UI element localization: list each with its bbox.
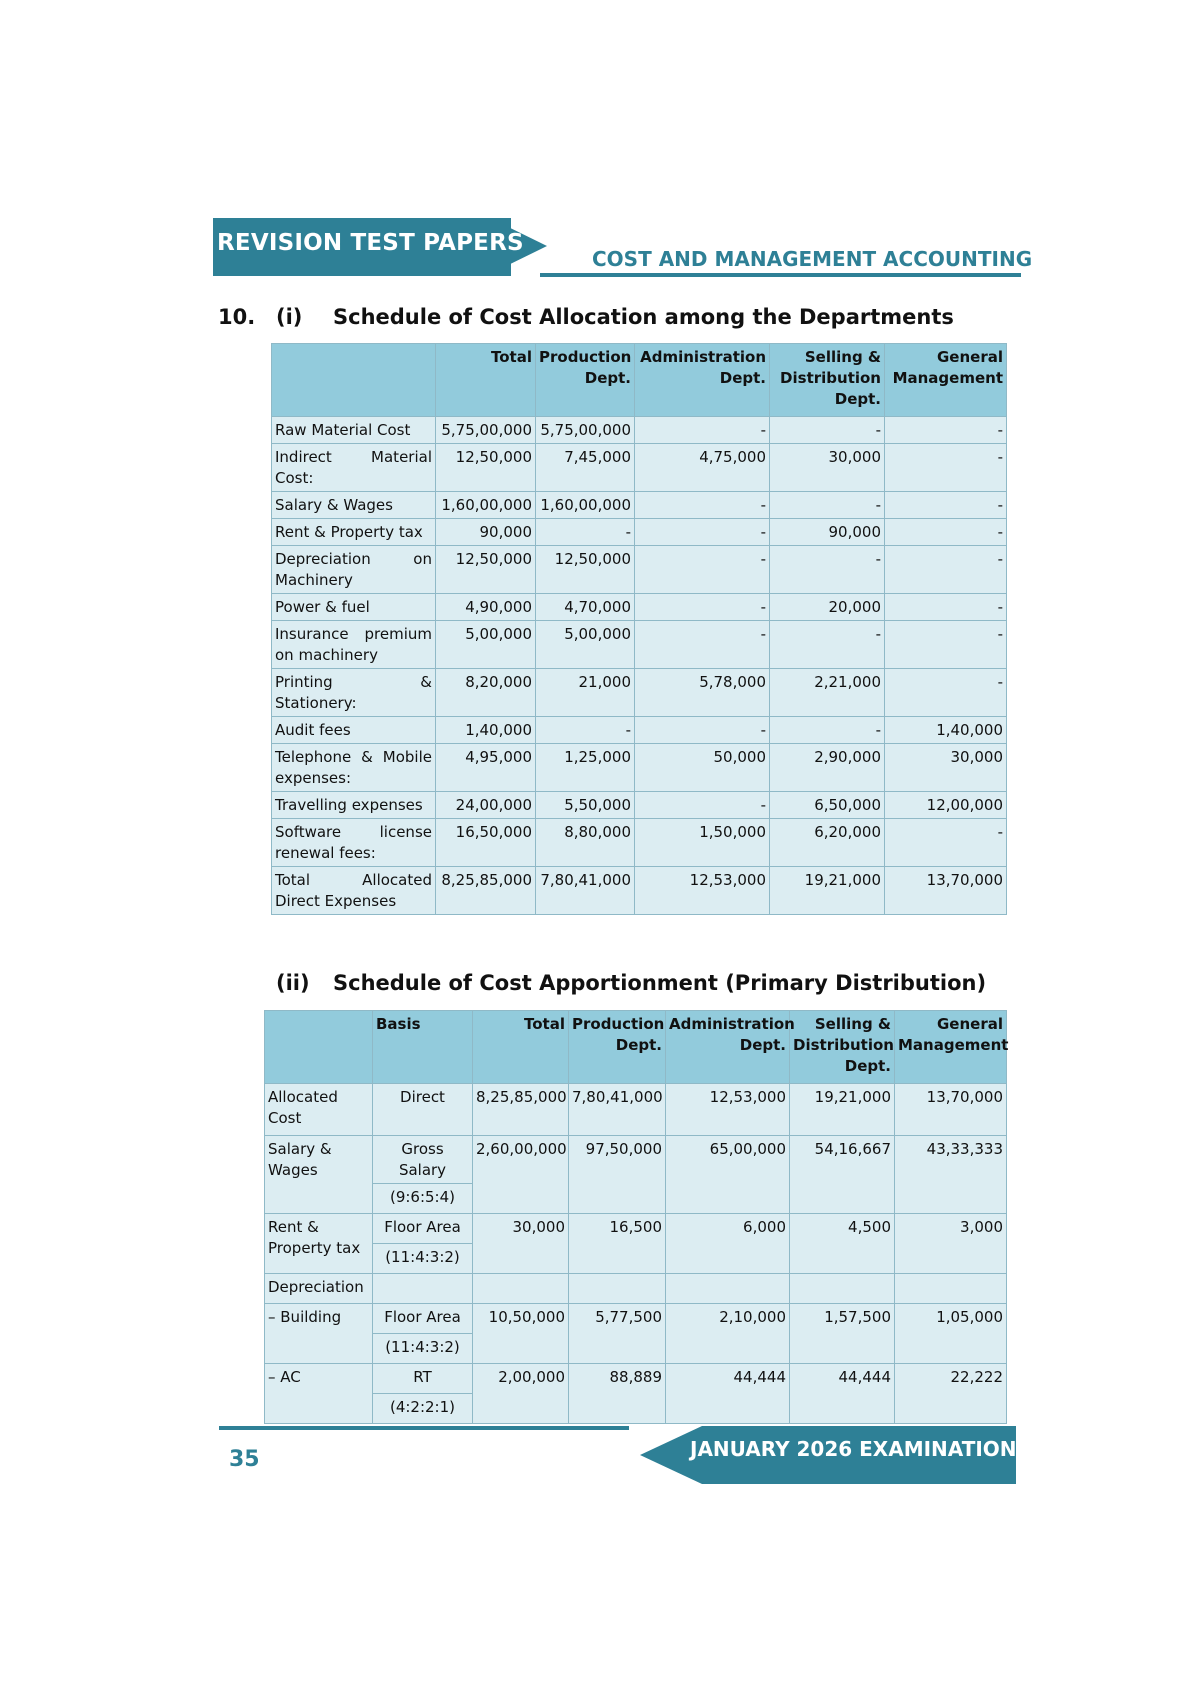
part-label-i: (i): [276, 305, 303, 329]
row-general-management: 13,70,000: [895, 1084, 1007, 1136]
footer-exam-title: JANUARY 2026 EXAMINATION: [690, 1437, 1017, 1461]
row-total: 2,00,000: [473, 1364, 569, 1424]
row-production: 16,500: [569, 1214, 666, 1274]
row-administration: -: [635, 417, 770, 444]
row-basis: Floor Area: [373, 1214, 473, 1244]
row-production: 5,00,000: [536, 621, 635, 669]
row-item: Software license renewal fees:: [272, 819, 436, 867]
apportionment-table: [264, 1010, 1007, 1424]
row-administration: -: [635, 594, 770, 621]
header-administration: Administration Dept.: [635, 344, 770, 417]
row-production: [569, 1274, 666, 1304]
question-number: 10.: [218, 305, 256, 329]
row-general-management: -: [885, 594, 1007, 621]
row-production: -: [536, 519, 635, 546]
row-item: Allocated Cost: [265, 1084, 373, 1136]
table-row: [272, 546, 1007, 594]
row-production: 8,80,000: [536, 819, 635, 867]
row-total: 1,40,000: [436, 717, 536, 744]
table-row: [272, 519, 1007, 546]
row-total: [473, 1274, 569, 1304]
row-administration: 2,10,000: [666, 1304, 790, 1364]
row-general-management: -: [885, 492, 1007, 519]
row-item: – AC: [265, 1364, 373, 1424]
row-selling: 2,90,000: [770, 744, 885, 792]
header-total: Total: [436, 344, 536, 417]
row-total: 5,75,00,000: [436, 417, 536, 444]
table-row: [272, 417, 1007, 444]
row-basis: Floor Area: [373, 1304, 473, 1334]
row-production: -: [536, 717, 635, 744]
row-item: Depreciation on Machinery: [272, 546, 436, 594]
row-production: 1,25,000: [536, 744, 635, 792]
row-production: 5,50,000: [536, 792, 635, 819]
row-selling: 20,000: [770, 594, 885, 621]
row-production: 21,000: [536, 669, 635, 717]
row-general-management: 12,00,000: [885, 792, 1007, 819]
row-item: Rent & Property tax: [265, 1214, 373, 1274]
row-item: Salary & Wages: [265, 1136, 373, 1214]
apportionment-title: Schedule of Cost Apportionment (Primary Distribution): [333, 971, 987, 995]
table-row: [272, 594, 1007, 621]
table-row: [272, 444, 1007, 492]
table-row: [265, 1274, 1007, 1304]
row-item: Raw Material Cost: [272, 417, 436, 444]
table-row: [272, 792, 1007, 819]
allocation-header-row: [272, 344, 1007, 417]
row-general-management: -: [885, 519, 1007, 546]
row-general-management: 13,70,000: [885, 867, 1007, 915]
row-administration: -: [635, 546, 770, 594]
table-row: [272, 621, 1007, 669]
row-total: 12,50,000: [436, 546, 536, 594]
header-production: Production Dept.: [536, 344, 635, 417]
allocation-table: [271, 343, 1007, 915]
row-selling: 2,21,000: [770, 669, 885, 717]
row-ratio: (11:4:3:2): [373, 1334, 473, 1364]
row-basis: RT: [373, 1364, 473, 1394]
header-subject: COST AND MANAGEMENT ACCOUNTING: [592, 247, 1033, 271]
header-rule: [540, 273, 1021, 277]
row-item: Printing & Stationery:: [272, 669, 436, 717]
row-administration: 6,000: [666, 1214, 790, 1274]
row-general-management: -: [885, 669, 1007, 717]
row-ratio: (9:6:5:4): [373, 1184, 473, 1214]
page-number: 35: [229, 1447, 260, 1472]
row-selling: 19,21,000: [770, 867, 885, 915]
row-selling: -: [770, 417, 885, 444]
apportionment-header-row: [265, 1011, 1007, 1084]
row-selling: 19,21,000: [790, 1084, 895, 1136]
row-item: Total Allocated Direct Expenses: [272, 867, 436, 915]
table-row: [272, 819, 1007, 867]
table-row: [272, 717, 1007, 744]
row-total: 24,00,000: [436, 792, 536, 819]
row-item: Travelling expenses: [272, 792, 436, 819]
row-production: 97,50,000: [569, 1136, 666, 1214]
row-administration: 12,53,000: [666, 1084, 790, 1136]
row-administration: 44,444: [666, 1364, 790, 1424]
row-total: 4,90,000: [436, 594, 536, 621]
header-general-management: General Management: [885, 344, 1007, 417]
row-administration: 1,50,000: [635, 819, 770, 867]
header-banner-title: REVISION TEST PAPERS: [217, 230, 524, 256]
row-selling: -: [770, 717, 885, 744]
row-production: 1,60,00,000: [536, 492, 635, 519]
table-row: [272, 492, 1007, 519]
table-row: [265, 1136, 1007, 1184]
row-production: 12,50,000: [536, 546, 635, 594]
row-total: 2,60,00,000: [473, 1136, 569, 1214]
row-production: 5,77,500: [569, 1304, 666, 1364]
table-row: [272, 669, 1007, 717]
row-basis: [373, 1274, 473, 1304]
row-production: 5,75,00,000: [536, 417, 635, 444]
header-general-management: General Management: [895, 1011, 1007, 1084]
row-total: 30,000: [473, 1214, 569, 1274]
allocation-title: Schedule of Cost Allocation among the Departments: [333, 305, 954, 329]
row-selling: 90,000: [770, 519, 885, 546]
row-production: 88,889: [569, 1364, 666, 1424]
header-selling: Selling & Distribution Dept.: [770, 344, 885, 417]
row-selling: 44,444: [790, 1364, 895, 1424]
row-total: 10,50,000: [473, 1304, 569, 1364]
row-production: 7,80,41,000: [569, 1084, 666, 1136]
row-general-management: -: [885, 546, 1007, 594]
row-total: 8,25,85,000: [473, 1084, 569, 1136]
row-item: – Building: [265, 1304, 373, 1364]
row-administration: [666, 1274, 790, 1304]
row-administration: 12,53,000: [635, 867, 770, 915]
row-selling: 4,500: [790, 1214, 895, 1274]
row-administration: -: [635, 492, 770, 519]
table-row: [265, 1214, 1007, 1244]
row-total: 8,20,000: [436, 669, 536, 717]
row-general-management: 1,40,000: [885, 717, 1007, 744]
row-item: Rent & Property tax: [272, 519, 436, 546]
table-row: [265, 1304, 1007, 1334]
row-item: Indirect Material Cost:: [272, 444, 436, 492]
row-total: 12,50,000: [436, 444, 536, 492]
row-selling: 54,16,667: [790, 1136, 895, 1214]
row-production: 7,45,000: [536, 444, 635, 492]
row-general-management: 43,33,333: [895, 1136, 1007, 1214]
row-production: 7,80,41,000: [536, 867, 635, 915]
footer-rule: [219, 1426, 629, 1430]
row-ratio: (4:2:2:1): [373, 1394, 473, 1424]
row-administration: -: [635, 621, 770, 669]
row-item: Audit fees: [272, 717, 436, 744]
row-item: Power & fuel: [272, 594, 436, 621]
table-row: [272, 867, 1007, 915]
table-row: [265, 1364, 1007, 1394]
table-row: [272, 744, 1007, 792]
row-item: Salary & Wages: [272, 492, 436, 519]
row-selling: -: [770, 621, 885, 669]
header-total: Total: [473, 1011, 569, 1084]
row-administration: 4,75,000: [635, 444, 770, 492]
row-general-management: -: [885, 417, 1007, 444]
row-selling: -: [770, 492, 885, 519]
row-selling: 1,57,500: [790, 1304, 895, 1364]
table-row: [265, 1084, 1007, 1136]
header-administration: Administration Dept.: [666, 1011, 790, 1084]
row-administration: 5,78,000: [635, 669, 770, 717]
row-item: Insurance premium on machinery: [272, 621, 436, 669]
row-basis: Direct: [373, 1084, 473, 1136]
row-selling: 6,20,000: [770, 819, 885, 867]
part-label-ii: (ii): [276, 971, 310, 995]
row-administration: -: [635, 792, 770, 819]
row-selling: 6,50,000: [770, 792, 885, 819]
row-general-management: -: [885, 444, 1007, 492]
row-selling: 30,000: [770, 444, 885, 492]
row-item: Telephone & Mobile expenses:: [272, 744, 436, 792]
row-general-management: 30,000: [885, 744, 1007, 792]
header-selling: Selling & Distribution Dept.: [790, 1011, 895, 1084]
header-production: Production Dept.: [569, 1011, 666, 1084]
row-production: 4,70,000: [536, 594, 635, 621]
row-administration: -: [635, 519, 770, 546]
header-blank: [265, 1011, 373, 1084]
row-total: 16,50,000: [436, 819, 536, 867]
row-item: Depreciation: [265, 1274, 373, 1304]
row-general-management: 1,05,000: [895, 1304, 1007, 1364]
row-total: 1,60,00,000: [436, 492, 536, 519]
row-basis: Gross Salary: [373, 1136, 473, 1184]
row-administration: -: [635, 717, 770, 744]
row-selling: [790, 1274, 895, 1304]
row-general-management: 3,000: [895, 1214, 1007, 1274]
row-ratio: (11:4:3:2): [373, 1244, 473, 1274]
row-general-management: -: [885, 621, 1007, 669]
header-basis: Basis: [373, 1011, 473, 1084]
row-general-management: [895, 1274, 1007, 1304]
row-total: 4,95,000: [436, 744, 536, 792]
row-general-management: 22,222: [895, 1364, 1007, 1424]
row-general-management: -: [885, 819, 1007, 867]
row-total: 5,00,000: [436, 621, 536, 669]
row-administration: 65,00,000: [666, 1136, 790, 1214]
row-total: 8,25,85,000: [436, 867, 536, 915]
header-blank: [272, 344, 436, 417]
row-selling: -: [770, 546, 885, 594]
row-total: 90,000: [436, 519, 536, 546]
row-administration: 50,000: [635, 744, 770, 792]
